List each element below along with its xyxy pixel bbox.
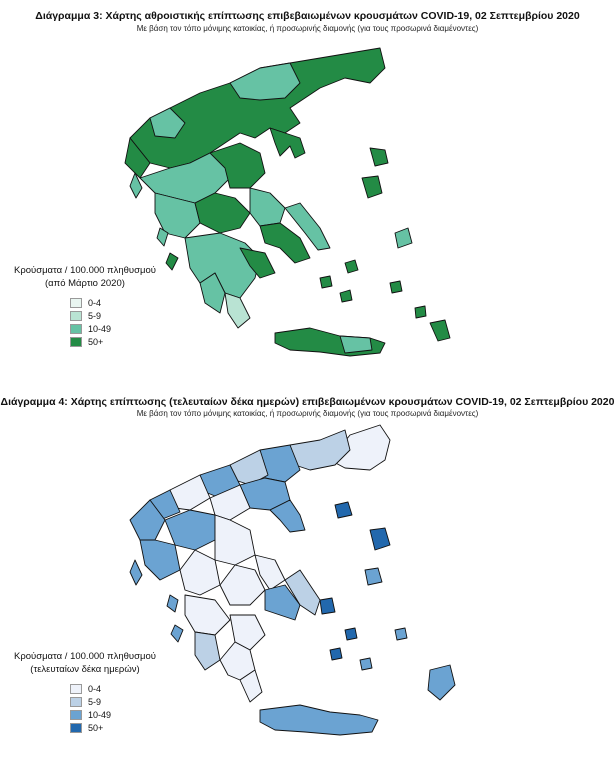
legend-item [70,335,156,348]
legend-swatch [70,710,82,720]
legend-label: 10-49 [88,709,112,720]
region [335,502,352,518]
map2-title: Διάγραμμα 4: Χάρτης επίπτωσης (τελευταίων δέκα ημερών) επιβεβαιωμένων κρουσμάτων COVID-19, 02 Σεπτεμβρίου 2020 [0,396,615,408]
legend-label: 10-49 [88,323,112,334]
region [225,293,250,328]
region [215,515,255,565]
region [185,595,230,635]
region [260,705,378,735]
region [250,188,285,226]
region [130,560,142,585]
legend-item [70,296,156,309]
region [390,281,402,293]
region [220,565,265,605]
region [195,193,250,233]
region [195,632,220,670]
region [140,540,180,580]
region [415,306,426,318]
region [345,260,358,273]
region [180,550,220,595]
region [395,628,407,640]
map1-subtitle: Με βάση τον τόπο μόνιμης κατοικίας, ή προσωρινής διαμονής (για τους προσωρινά διαμένοντες) [136,24,479,33]
legend-label: 5-9 [88,310,102,321]
map2-legend [14,650,156,734]
legend-swatch [70,337,82,347]
region [370,148,388,166]
legend-label: 0-4 [88,297,102,308]
legend-item [70,322,156,335]
legend-swatch [70,298,82,308]
map2-subtitle: Με βάση τον τόπο μόνιμης κατοικίας, ή προσωρινής διαμονής (για τους προσωρινά διαμένοντες) [136,409,479,418]
region [167,595,178,612]
region [362,176,382,198]
map1-title: Διάγραμμα 3: Χάρτης αθροιστικής επίπτωσης επιβεβαιωμένων κρουσμάτων COVID-19, 02 Σεπτεμβρίου 2020 [35,10,580,22]
legend-label: 50+ [88,722,104,733]
legend-item [70,721,156,734]
region [320,276,332,288]
legend-swatch [70,723,82,733]
legend-subtitle: (τελευταίων δέκα ημερών) [30,664,140,675]
legend-item [70,708,156,721]
legend-swatch [70,697,82,707]
region [166,253,178,270]
region [345,628,357,640]
legend-item [70,682,156,695]
region [130,48,385,168]
legend-label: 50+ [88,336,104,347]
region [428,665,455,700]
region [395,228,412,248]
region [430,320,450,341]
region [330,648,342,660]
legend-title: Κρούσματα / 100.000 πληθυσμού [14,265,156,276]
region [270,128,305,158]
region [360,658,372,670]
map1-legend [14,264,156,348]
region [171,625,183,642]
legend-swatch [70,324,82,334]
legend-label: 5-9 [88,696,102,707]
legend-label: 0-4 [88,683,102,694]
legend-title: Κρούσματα / 100.000 πληθυσμού [14,651,156,662]
legend-item [70,695,156,708]
region [340,336,372,353]
region [340,290,352,302]
legend-subtitle: (από Μάρτιο 2020) [45,278,125,289]
region [365,568,382,585]
legend-swatch [70,311,82,321]
region [370,528,390,550]
legend-swatch [70,684,82,694]
region [320,598,335,614]
legend-item [70,309,156,322]
